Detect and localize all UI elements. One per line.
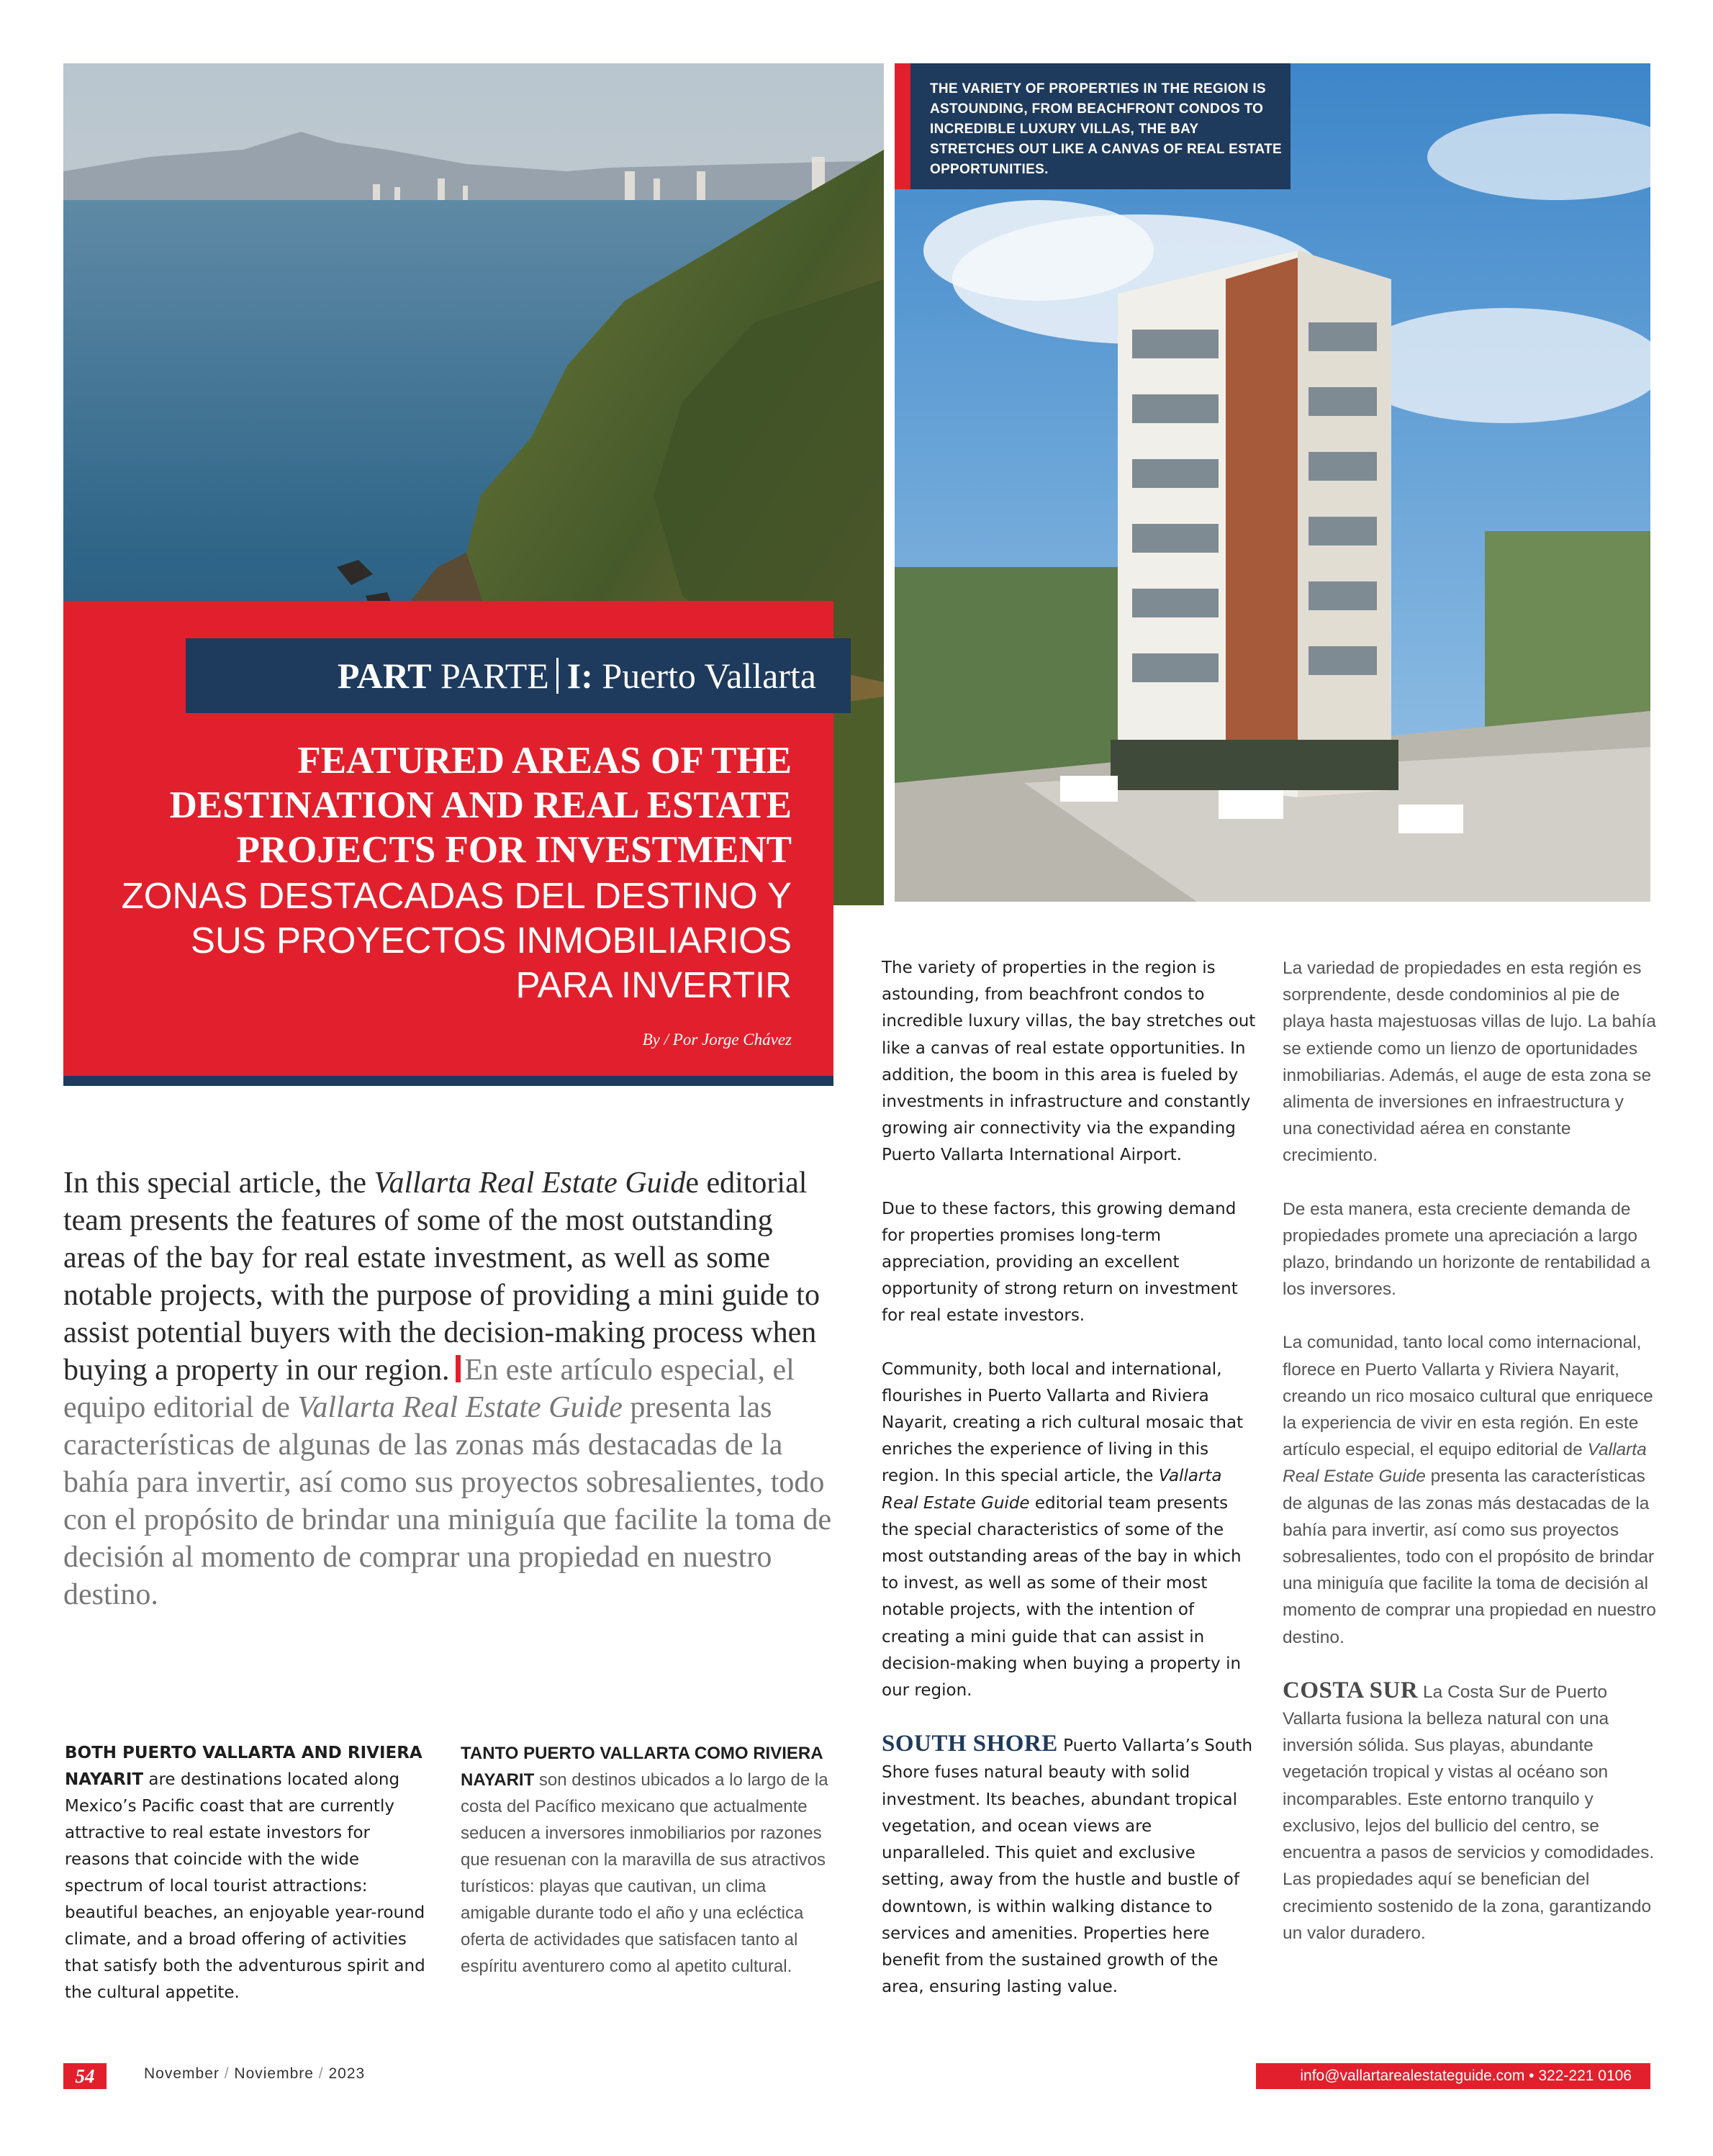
column-english-intro xyxy=(65,1740,439,2006)
intro-en-guide: Vallarta Real Estate Guid xyxy=(374,1167,686,1200)
col2-text: son destinos ubicados a lo largo de la costa del Pacífico mexicano que actualmente seducen a inversores inmobiliarios por razones que resuenan con la maravilla de sus atractivos turísticos: playas que cautivan, un clima amigable durante todo el año y una ecléctica oferta de actividades que satisfacen tanto al espíritu aventurero como al apetito cultural. xyxy=(461,1770,828,1976)
intro-en-start: In this special article, the xyxy=(63,1167,374,1200)
part-place: Puerto Vallarta xyxy=(602,656,816,696)
column-english-body xyxy=(882,955,1256,2001)
intro-paragraph xyxy=(63,1164,841,1613)
issue-date: November / Noviembre / 2023 xyxy=(144,2065,366,2082)
page-number: 54 xyxy=(63,2063,107,2089)
col3-p3-rest: editorial team presents the special characteristics of some of the most outstanding areas of the bay in which to invest, as well as some of their most notable projects, with the intention of creating a mini guide that can assist in decision-making when buying a property in our region. xyxy=(882,1493,1242,1700)
title-block-rule xyxy=(63,1076,833,1086)
footer-contact[interactable]: info@vallartarealestateguide.com • 322-221 0106 xyxy=(1256,2063,1650,2089)
col4-paragraph-1: La variedad de propiedades en esta región es sorprendente, desde condominios al pie de playa hasta majestuosas villas de lujo. La bahía se extiende como un lienzo de oportunidades inmobiliarias. Además, el auge de esta zona se alimenta de inversiones en infraestructura y una conectividad aérea en constante crecimiento. xyxy=(1283,959,1656,1166)
intro-es-guide: Vallarta Real Estate Guide xyxy=(297,1391,623,1424)
col4-paragraph-2: De esta manera, esta creciente demanda de propiedades promete una apreciación a largo plazo, brindando un horizonte de rentabilidad a los inversores. xyxy=(1283,1199,1650,1300)
byline: By / Por Jorge Chávez xyxy=(642,1031,792,1048)
month-spanish: Noviembre xyxy=(234,2065,314,2082)
col3-paragraph-3 xyxy=(882,1356,1256,1705)
intro-en-rest: e editorial team presents the features of some of the most outstanding areas of the bay for real estate investment, as well as some notable projects, with the purpose of providing a mini guide to assist potential buyers with the decision-making process when buying a property in our region. xyxy=(63,1167,820,1387)
col1-lead: BOTH PUERTO VALLARTA AND RIVIERA NAYARIT xyxy=(65,1744,422,1789)
intro-es-rest: presenta las características de algunas de las zonas más destacadas de la bahía para invertir, así como sus proyectos sobresalientes, todo con el propósito de brindar una miniguía que facilite la toma de decisión al momento de comprar una propiedad en nuestro destino. xyxy=(63,1391,832,1611)
headline-spanish: ZONAS DESTACADAS DEL DESTINO Y SUS PROYECTOS INMOBILIARIOS PARA INVERTIR xyxy=(121,875,792,1005)
south-shore-text: Puerto Vallarta’s South Shore fuses natural beauty with solid investment. Its beaches, abundant tropical vegetation, and ocean views are unparalleled. This quiet and exclusive setting, away from the hustle and bustle of downtown, is within walking distance to services and amenities. Properties here benefit from the sustained growth of the area, ensuring lasting value. xyxy=(882,1736,1253,1997)
costa-sur-text: La Costa Sur de Puerto Vallarta fusiona la belleza natural con una inversión sólida. Sus playas, abundante vegetación tropical y vistas al océano son incomparables. Este entorno tranquilo y exclusivo, lejos del bullicio del centro, se encuentra a pasos de servicios y comodidades. Las propiedades aquí se benefician del crecimiento sostenido de la zona, garantizando un valor duradero. xyxy=(1283,1682,1655,1943)
headline-english: FEATURED AREAS OF THE DESTINATION AND REAL ESTATE PROJECTS FOR INVESTMENT xyxy=(169,740,792,871)
col3-paragraph-1: The variety of properties in the region is astounding, from beachfront condos to incredible luxury villas, the bay stretches out like a canvas of real estate opportunities. In addition, the boom in this area is fueled by investments in infrastructure and constantly growing air connectivity via the expanding Puerto Vallarta International Airport. xyxy=(882,959,1256,1165)
column-spanish-body xyxy=(1283,955,1657,1947)
intro-es-start: En este artículo especial, el equipo editorial de xyxy=(63,1354,795,1424)
col4-paragraph-4 xyxy=(1283,1677,1657,1947)
col4-p3-rest: presenta las características de algunas de las zonas más destacadas de la bahía para invertir, así como sus proyectos sobresalientes, todo con el propósito de brindar una miniguía que facilite la toma de decisión al momento de comprar una propiedad en nuestro destino. xyxy=(1283,1467,1656,1647)
part-number: I: xyxy=(566,656,593,696)
col3-paragraph-4 xyxy=(882,1731,1256,2001)
col4-p3-guide: Vallarta Real Estate Guide xyxy=(1283,1440,1647,1487)
part-separator xyxy=(556,658,559,694)
photo-caption: THE VARIETY OF PROPERTIES IN THE REGION IS ASTOUNDING, FROM BEACHFRONT CONDOS TO INCREDIBLE LUXURY VILLAS, THE BAY STRETCHES OUT LIKE A CANVAS OF REAL ESTATE OPPORTUNITIES. xyxy=(930,81,1283,177)
language-marker xyxy=(456,1355,461,1382)
col3-p3-guide: Vallarta Real Estate Guide xyxy=(882,1467,1222,1513)
south-shore-heading: SOUTH SHORE xyxy=(882,1731,1058,1757)
col4-paragraph-3 xyxy=(1283,1329,1657,1650)
column-spanish-intro xyxy=(461,1740,835,1980)
part-banner xyxy=(186,638,851,713)
col2-lead: TANTO PUERTO VALLARTA COMO RIVIERA NAYARIT xyxy=(461,1744,823,1790)
issue-year: 2023 xyxy=(328,2065,366,2082)
part-label-es: PARTE xyxy=(440,656,549,696)
col4-p3-start: La comunidad, tanto local como internacional, florece en Puerto Vallarta y Riviera Nayarit, creando un rico mosaico cultural que enriquece la experiencia de vivir en esta región. En este artículo especial, el equipo editorial de xyxy=(1283,1333,1653,1460)
col1-text: are destinations located along Mexico’s Pacific coast that are currently attractive to real estate investors for reasons that coincide with the wide spectrum of local tourist attractions: beautiful beaches, an enjoyable year-round climate, and a broad offering of activities that satisfy both the adventurous spirit and the cultural appetite. xyxy=(65,1770,425,2002)
month-english: November xyxy=(144,2065,220,2082)
caption-accent-bar xyxy=(895,63,910,189)
costa-sur-heading: COSTA SUR xyxy=(1283,1677,1419,1703)
part-label-en: PART xyxy=(337,656,432,696)
col3-p3-start: Community, both local and international, flourishes in Puerto Vallarta and Riviera Nayarit, creating a rich cultural mosaic that enriches the experience of living in this region. In this special article, the xyxy=(882,1359,1244,1486)
col3-paragraph-2: Due to these factors, this growing demand for properties promises long-term appreciation, providing an excellent opportunity of strong return on investment for real estate investors. xyxy=(882,1199,1238,1326)
